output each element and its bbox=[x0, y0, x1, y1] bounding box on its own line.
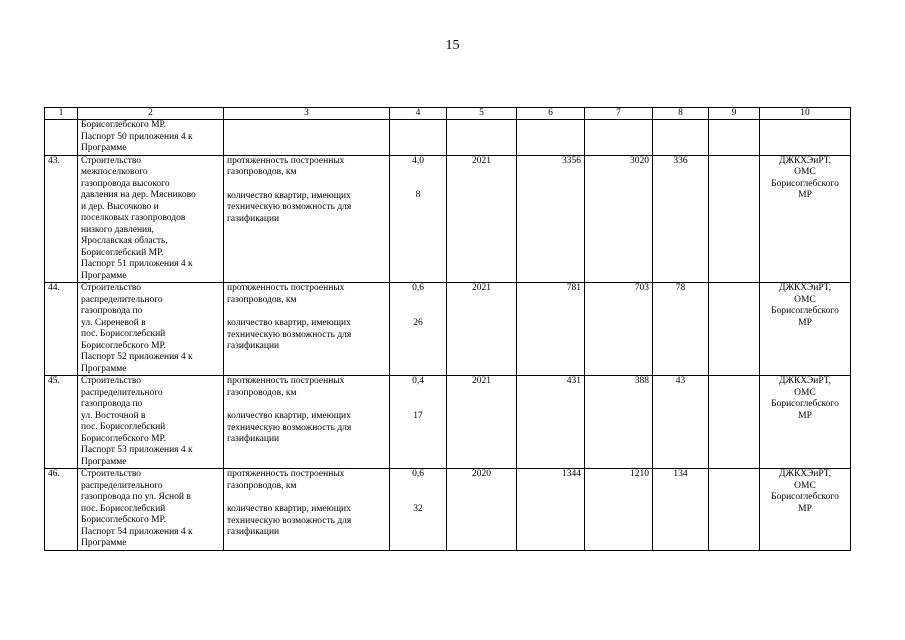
name-line: Строительство bbox=[81, 155, 142, 166]
amount-cell: 3020 bbox=[585, 155, 653, 283]
empty-cell bbox=[447, 120, 517, 156]
indicator-line: газопроводов, км bbox=[227, 480, 297, 491]
executor-line: Борисоглебского bbox=[771, 399, 839, 409]
executor-line: Борисоглебского bbox=[771, 178, 839, 189]
spacer bbox=[393, 481, 443, 504]
header-cell: 1 bbox=[45, 108, 78, 120]
indicator-cell bbox=[224, 376, 390, 469]
indicator-line: протяженность построенных bbox=[227, 376, 345, 386]
table-row bbox=[45, 469, 851, 551]
header-cell: 6 bbox=[517, 108, 585, 120]
empty-cell bbox=[224, 120, 390, 156]
executor-line: ОМС bbox=[794, 294, 816, 305]
name-line: поселковых газопроводов bbox=[81, 213, 186, 223]
value-apartments: 17 bbox=[413, 410, 423, 421]
amount-cell: 1210 bbox=[585, 469, 653, 551]
indicator-line: газификации bbox=[227, 341, 280, 351]
amount-cell: 336 bbox=[653, 155, 709, 283]
row-number-cell: 45. bbox=[45, 376, 78, 469]
header-cell: 8 bbox=[653, 108, 709, 120]
table-row bbox=[45, 376, 851, 469]
value-length: 0,6 bbox=[412, 283, 424, 293]
table-row bbox=[45, 283, 851, 376]
executor-line: Борисоглебского bbox=[771, 306, 839, 316]
executor-line: ОМС bbox=[794, 167, 816, 177]
table-row bbox=[45, 155, 851, 283]
executor-line: ДЖКХЭиРТ, bbox=[778, 155, 832, 166]
indicator-cell bbox=[224, 469, 390, 551]
header-cell: 10 bbox=[760, 108, 851, 120]
spacer bbox=[227, 306, 386, 318]
name-line: низкого давления, bbox=[81, 224, 154, 235]
name-line: ул. Сиреневой в bbox=[81, 317, 146, 328]
indicator-line: техническую возможность для bbox=[227, 202, 352, 212]
indicator-cell bbox=[224, 283, 390, 376]
executor-line: МР bbox=[798, 410, 812, 421]
header-cell: 9 bbox=[709, 108, 760, 120]
executor-line: ОМС bbox=[794, 480, 816, 491]
name-line: Программе bbox=[81, 363, 127, 374]
name-line: Борисоглебский МР. bbox=[81, 247, 164, 258]
spacer bbox=[393, 295, 443, 318]
value-apartments: 32 bbox=[413, 503, 423, 514]
executor-line: Борисоглебского bbox=[771, 492, 839, 502]
indicator-line: количество квартир, имеющих bbox=[227, 190, 351, 201]
spacer bbox=[227, 179, 386, 191]
indicator-line: газификации bbox=[227, 434, 280, 444]
indicator-line: техническую возможность для bbox=[227, 515, 352, 526]
indicator-line: газопроводов, км bbox=[227, 387, 297, 398]
name-line: Борисоглебского МР. bbox=[81, 515, 167, 525]
value-cell bbox=[390, 155, 447, 283]
empty-cell bbox=[709, 120, 760, 156]
header-cell: 2 bbox=[78, 108, 224, 120]
name-line: Строительство bbox=[81, 283, 142, 293]
indicator-line: протяженность построенных bbox=[227, 155, 345, 166]
object-name-cell bbox=[78, 283, 224, 376]
object-name-cell bbox=[78, 155, 224, 283]
name-line: распределительного bbox=[81, 387, 163, 398]
spacer bbox=[393, 388, 443, 411]
empty-cell bbox=[585, 120, 653, 156]
name-line: и дер. Высочково и bbox=[81, 201, 159, 212]
name-line: Борисоглебского МР. bbox=[81, 120, 167, 130]
name-line: Программе bbox=[81, 456, 127, 467]
executor-cell bbox=[760, 155, 851, 283]
continuation-row bbox=[45, 120, 851, 156]
name-line: Программе bbox=[81, 143, 127, 153]
amount-cell bbox=[709, 155, 760, 283]
name-line: пос. Борисоглебский bbox=[81, 329, 166, 339]
indicator-line: протяженность построенных bbox=[227, 469, 345, 479]
indicator-line: техническую возможность для bbox=[227, 329, 352, 340]
executor-line: ДЖКХЭиРТ, bbox=[778, 283, 832, 293]
value-length: 4,0 bbox=[412, 155, 424, 166]
amount-cell: 388 bbox=[585, 376, 653, 469]
value-cell bbox=[390, 469, 447, 551]
page-number: 15 bbox=[445, 38, 460, 53]
year-cell: 2021 bbox=[447, 283, 517, 376]
spacer bbox=[227, 399, 386, 411]
header-row bbox=[45, 108, 851, 120]
executor-line: МР bbox=[798, 317, 812, 328]
header-cell: 3 bbox=[224, 108, 390, 120]
name-line: газопровода по bbox=[81, 399, 143, 409]
indicator-line: техническую возможность для bbox=[227, 422, 352, 433]
amount-cell: 3356 bbox=[517, 155, 585, 283]
name-line: газопровода по ул. Ясной в bbox=[81, 492, 191, 502]
amount-cell: 134 bbox=[653, 469, 709, 551]
name-line: межпоселкового bbox=[81, 167, 148, 177]
name-line: Паспорт 50 приложения 4 к bbox=[81, 131, 193, 142]
amount-cell: 431 bbox=[517, 376, 585, 469]
indicator-cell bbox=[224, 155, 390, 283]
table-body bbox=[45, 108, 851, 551]
executor-cell bbox=[760, 283, 851, 376]
executor-cell bbox=[760, 469, 851, 551]
name-line: Строительство bbox=[81, 376, 142, 386]
year-cell: 2021 bbox=[447, 155, 517, 283]
name-line: газопровода высокого bbox=[81, 178, 170, 189]
name-line: Борисоглебского МР. bbox=[81, 433, 167, 444]
indicator-line: протяженность построенных bbox=[227, 283, 345, 293]
program-table bbox=[44, 107, 851, 551]
indicator-line: газопроводов, км bbox=[227, 167, 297, 177]
name-line: Паспорт 51 приложения 4 к bbox=[81, 259, 193, 269]
name-line: Программе bbox=[81, 538, 127, 548]
object-name-cell bbox=[78, 469, 224, 551]
name-line: Паспорт 53 приложения 4 к bbox=[81, 445, 193, 455]
amount-cell: 1344 bbox=[517, 469, 585, 551]
spacer bbox=[227, 492, 386, 504]
name-line: распределительного bbox=[81, 294, 163, 305]
name-line: Строительство bbox=[81, 469, 142, 479]
row-number-cell: 46. bbox=[45, 469, 78, 551]
value-apartments: 26 bbox=[413, 317, 423, 328]
indicator-line: количество квартир, имеющих bbox=[227, 318, 351, 328]
name-line: пос. Борисоглебский bbox=[81, 422, 166, 432]
continuation-name-cell bbox=[78, 120, 224, 156]
executor-line: ОМС bbox=[794, 387, 816, 398]
amount-cell: 703 bbox=[585, 283, 653, 376]
empty-cell bbox=[517, 120, 585, 156]
executor-line: ДЖКХЭиРТ, bbox=[778, 469, 832, 479]
name-line: Борисоглебского МР. bbox=[81, 340, 167, 351]
header-cell: 4 bbox=[390, 108, 447, 120]
spacer bbox=[393, 167, 443, 190]
name-line: ул. Восточной в bbox=[81, 410, 146, 421]
indicator-line: количество квартир, имеющих bbox=[227, 411, 351, 421]
value-length: 0,4 bbox=[412, 376, 424, 386]
executor-line: ДЖКХЭиРТ, bbox=[778, 376, 832, 386]
indicator-line: газопроводов, км bbox=[227, 294, 297, 305]
executor-line: МР bbox=[798, 190, 812, 200]
indicator-line: газификации bbox=[227, 213, 280, 224]
value-cell bbox=[390, 376, 447, 469]
empty-cell bbox=[390, 120, 447, 156]
executor-cell bbox=[760, 376, 851, 469]
empty-cell bbox=[653, 120, 709, 156]
amount-cell bbox=[709, 376, 760, 469]
name-line: Ярославская область, bbox=[81, 236, 168, 246]
year-cell: 2021 bbox=[447, 376, 517, 469]
indicator-line: газификации bbox=[227, 527, 280, 537]
name-line: газопровода по bbox=[81, 306, 143, 316]
year-cell: 2020 bbox=[447, 469, 517, 551]
header-cell: 5 bbox=[447, 108, 517, 120]
empty-cell bbox=[45, 120, 78, 156]
indicator-line: количество квартир, имеющих bbox=[227, 504, 351, 514]
amount-cell: 781 bbox=[517, 283, 585, 376]
value-cell bbox=[390, 283, 447, 376]
header-cell: 7 bbox=[585, 108, 653, 120]
amount-cell: 78 bbox=[653, 283, 709, 376]
name-line: Программе bbox=[81, 270, 127, 281]
amount-cell bbox=[709, 469, 760, 551]
row-number-cell: 43. bbox=[45, 155, 78, 283]
amount-cell: 43 bbox=[653, 376, 709, 469]
name-line: пос. Борисоглебский bbox=[81, 503, 166, 514]
object-name-cell bbox=[78, 376, 224, 469]
amount-cell bbox=[709, 283, 760, 376]
name-line: распределительного bbox=[81, 480, 163, 491]
row-number-cell: 44. bbox=[45, 283, 78, 376]
name-line: давления на дер. Мясниково bbox=[81, 190, 196, 200]
name-line: Паспорт 52 приложения 4 к bbox=[81, 352, 193, 362]
empty-cell bbox=[760, 120, 851, 156]
value-length: 0,6 bbox=[412, 469, 424, 479]
name-line: Паспорт 54 приложения 4 к bbox=[81, 526, 193, 537]
value-apartments: 8 bbox=[415, 190, 421, 200]
executor-line: МР bbox=[798, 503, 812, 514]
